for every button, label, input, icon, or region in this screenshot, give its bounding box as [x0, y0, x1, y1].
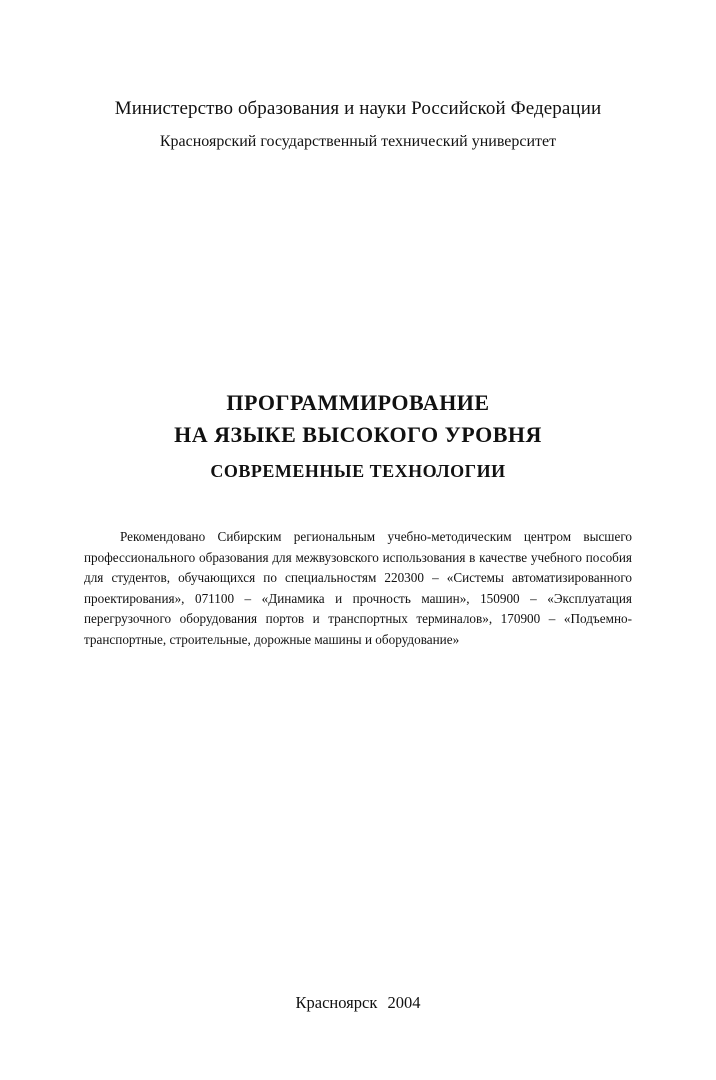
title-line-2: НА ЯЗЫКЕ ВЫСОКОГО УРОВНЯ — [174, 422, 542, 447]
book-subtitle: СОВРЕМЕННЫЕ ТЕХНОЛОГИИ — [210, 461, 506, 481]
city-and-year: Красноярск 2004 — [295, 993, 421, 1012]
title-line-1: ПРОГРАММИРОВАНИЕ — [226, 390, 490, 415]
university-name: Красноярский государственный технический университет — [159, 133, 557, 150]
book-title — [0, 388, 716, 488]
ministry-name: Министерство образования и науки Российской Федерации — [114, 98, 602, 119]
recommendation-paragraph: Рекомендовано Сибирским региональным учебно-методическим центром высшего профессионального образования для межвузовского использования в качестве учебного пособия для студентов, обучающихся по специальностям 220300 – «Системы автоматизированного проектирования», 071100 – «Динамика и прочность машин», 150900 – «Эксплуатация перегрузочного оборудования портов и транспортных терминалов», 170900 – «Подъемно-транспортные, строительные, дорожные машины и оборудование» — [84, 529, 632, 647]
